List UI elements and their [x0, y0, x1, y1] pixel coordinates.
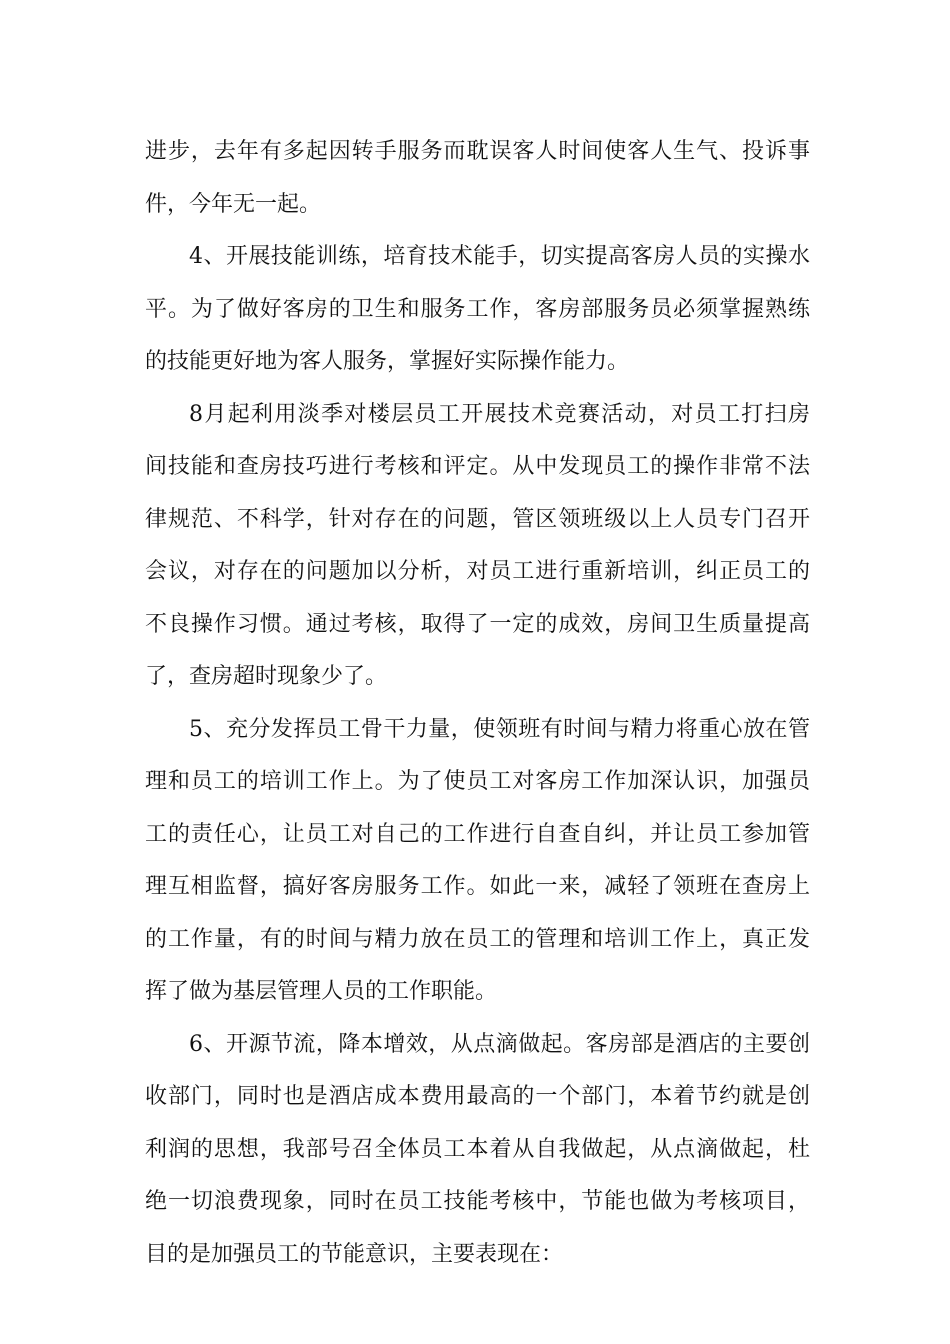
text-line: 目的是加强员工的节能意识，主要表现在：	[145, 1241, 564, 1267]
text-line: 平。为了做好客房的卫生和服务工作，客房部服务员必须掌握熟练	[145, 296, 810, 322]
text-line: 律规范、不科学，针对存在的问题，管区领班级以上人员专门召开	[145, 506, 810, 532]
text-line: 8月起利用淡季对楼层员工开展技术竞赛活动，对员工打扫房	[189, 401, 810, 427]
text-line: 件，今年无一起。	[145, 191, 322, 217]
text-line: 利润的思想，我部号召全体员工本着从自我做起，从点滴做起，杜	[145, 1136, 810, 1162]
text-line: 5、充分发挥员工骨干力量，使领班有时间与精力将重心放在管	[189, 716, 810, 742]
text-line: 理互相监督，搞好客房服务工作。如此一来，减轻了领班在查房上	[145, 874, 810, 899]
text-line: 间技能和查房技巧进行考核和评定。从中发现员工的操作非常不法	[145, 454, 810, 479]
text-line: 不良操作习惯。通过考核，取得了一定的成效，房间卫生质量提高	[145, 611, 810, 637]
text-line: 会议，对存在的问题加以分析，对员工进行重新培训，纠正员工的	[145, 559, 810, 584]
paragraph-august	[145, 393, 810, 708]
text-line: 6、开源节流，降本增效，从点滴做起。客房部是酒店的主要创	[189, 1031, 810, 1057]
paragraph-continued	[145, 130, 810, 235]
text-line: 绝一切浪费现象，同时在员工技能考核中，节能也做为考核项目，	[145, 1189, 810, 1214]
text-line: 的技能更好地为客人服务，掌握好实际操作能力。	[145, 349, 630, 374]
document-body	[145, 130, 810, 1285]
text-line: 了，查房超时现象少了。	[145, 664, 388, 689]
text-line: 的工作量，有的时间与精力放在员工的管理和培训工作上，真正发	[145, 926, 810, 952]
text-line: 工的责任心，让员工对自己的工作进行自查自纠，并让员工参加管	[145, 821, 810, 847]
paragraph-item-4	[145, 235, 810, 393]
text-line: 理和员工的培训工作上。为了使员工对客房工作加深认识，加强员	[145, 769, 810, 794]
paragraph-item-6	[145, 1023, 810, 1286]
text-line: 收部门，同时也是酒店成本费用最高的一个部门，本着节约就是创	[145, 1084, 810, 1109]
text-line: 进步，去年有多起因转手服务而耽误客人时间使客人生气、投诉事	[145, 139, 810, 164]
text-line: 挥了做为基层管理人员的工作职能。	[145, 979, 498, 1004]
paragraph-item-5	[145, 708, 810, 1023]
text-line: 4、开展技能训练，培育技术能手，切实提高客房人员的实操水	[189, 244, 810, 269]
